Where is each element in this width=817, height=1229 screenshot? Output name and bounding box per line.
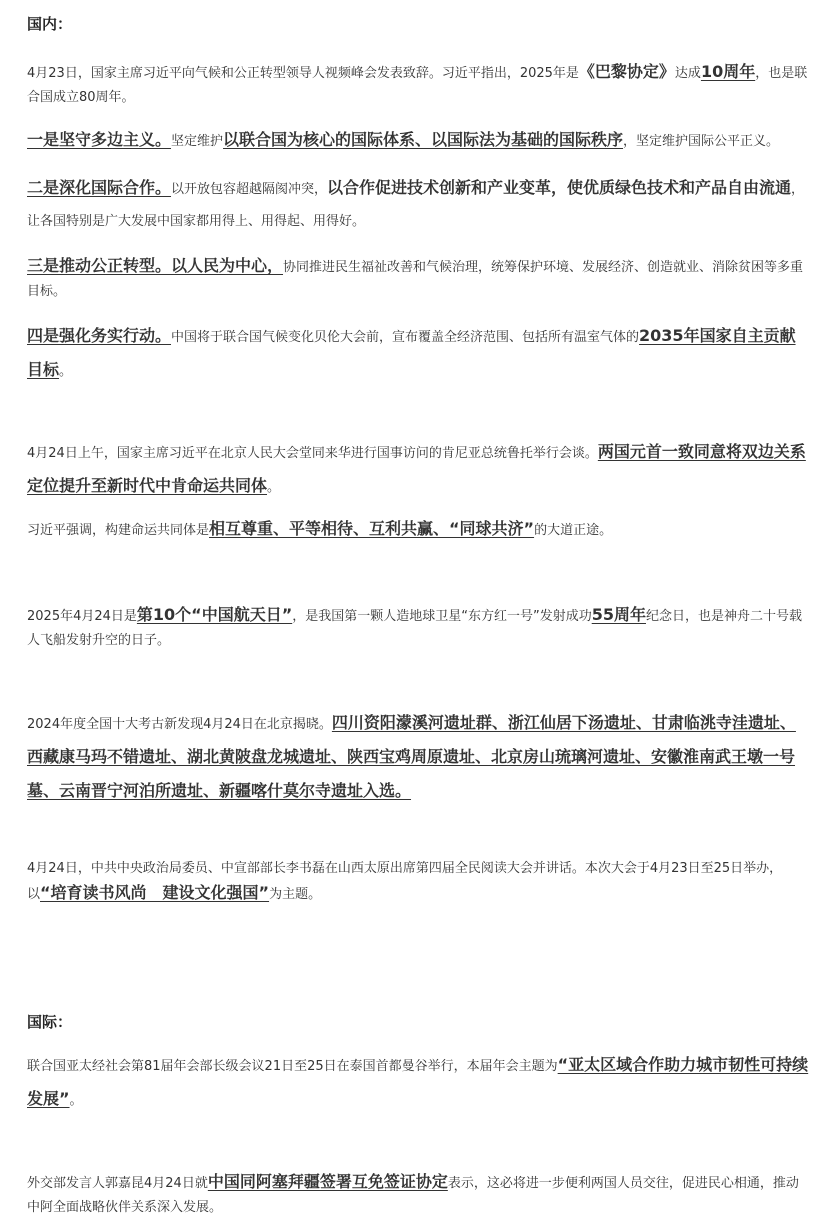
text-run: 外交部发言人郭嘉昆4月24日就 (27, 1176, 208, 1191)
text-run: 以开放包容超越隔阂冲突， (171, 182, 328, 197)
reading-conference-paragraph (27, 857, 809, 907)
point-two-paragraph (27, 172, 809, 238)
text-run: 。 (69, 1093, 83, 1108)
text-run: 4月24日上午，国家主席习近平在北京人民大会堂同来华进行国事访问的肯尼亚总统鲁托举行会谈。 (27, 446, 598, 461)
text-run: 为主题。 (269, 887, 322, 902)
text-run: 纪念日，也是神舟二十号载人飞船发射升空的日子。 (27, 609, 802, 648)
highlight: 相互尊重、平等相待、互利共赢、“同球共济” (209, 519, 535, 538)
point-one-paragraph (27, 124, 809, 158)
highlight: 一是坚守多边主义。 (27, 130, 172, 149)
highlight: 2035年国家自主贡献目标 (27, 326, 796, 379)
text-run: 联合国亚太经社会第81届年会部长级会议21日至25日在泰国首都曼谷举行，本届年会主题为 (27, 1059, 558, 1074)
point-four-paragraph (27, 320, 809, 388)
text-run: 表示，这必将进一步便利两国人员交往，促进民心相通，推动中阿全面战略伙伴关系深入发展。 (27, 1176, 799, 1215)
text-run: ，坚定维护国际公平正义。 (623, 134, 780, 149)
text-run: ，是我国第一颗人造地球卫星“东方红一号”发射成功 (292, 609, 592, 624)
highlight: 三是推动公正转型。以人民为中心， (27, 256, 284, 275)
domestic-heading: 国内： (27, 15, 73, 33)
highlight: 《巴黎协定》 (578, 62, 675, 81)
highlight: 二是深化国际合作。 (27, 178, 172, 197)
highlight: 两国元首一致同意将双边关系定位提升至新时代中肯命运共同体 (27, 442, 806, 495)
international-heading: 国际： (27, 1013, 73, 1031)
highlight: 以联合国为核心的国际体系、以国际法为基础的国际秩序 (223, 130, 624, 149)
text-run: 2024年度全国十大考古新发现4月24日在北京揭晓。 (27, 717, 332, 732)
highlight: 第10个“中国航天日” (136, 605, 293, 624)
text-run: ，让各国特别是广大发展中国家都用得上、用得起、用得好。 (27, 182, 805, 229)
text-run: 。 (267, 480, 281, 495)
community-paragraph (27, 517, 809, 543)
visa-paragraph (27, 1170, 809, 1220)
highlight: 四是强化务实行动。 (27, 326, 172, 345)
space-day-paragraph (27, 603, 809, 653)
text-run: 4月23日，国家主席习近平向气候和公正转型领导人视频峰会发表致辞。习近平指出，2025年是 (27, 66, 579, 81)
text-run: 达成 (674, 66, 701, 81)
highlight: “培育读书风尚 建设文化强国” (40, 883, 270, 902)
highlight: 以合作促进技术创新和产业变革，使优质绿色技术和产品自由流通 (327, 178, 792, 197)
kenya-talks-paragraph (27, 436, 809, 504)
text-run: 协同推进民生福祉改善和气候治理，统筹保护环境、发展经济、创造就业、消除贫困等多重目标。 (27, 260, 804, 299)
text-run: 坚定维护 (171, 134, 224, 149)
highlight: 10周年 (700, 62, 756, 81)
text-run: 中国将于联合国气候变化贝伦大会前，宣布覆盖全经济范围、包括所有温室气体的 (171, 330, 640, 345)
point-three-paragraph (27, 254, 809, 304)
paris-agreement-paragraph (27, 60, 809, 110)
text-run: 。 (59, 364, 73, 379)
highlight: 55周年 (591, 605, 646, 624)
highlight: 中国同阿塞拜疆签署互免签证协定 (207, 1172, 448, 1191)
text-run: 4月24日，中共中央政治局委员、中宣部部长李书磊在山西太原出席第四届全民阅读大会并讲话。本次大会于4月23日至25日举办，以 (27, 861, 783, 902)
text-run: ，也是联合国成立80周年。 (27, 66, 808, 105)
text-run: 2025年4月24日是 (27, 609, 137, 624)
highlight: “亚太区域合作助力城市韧性可持续发展” (27, 1055, 809, 1108)
text-run: 的大道正途。 (534, 523, 613, 538)
archaeology-paragraph (27, 707, 809, 809)
highlight: 四川资阳濛溪河遗址群、浙江仙居下汤遗址、甘肃临洮寺洼遗址、西藏康马玛不错遗址、湖北黄陂盘龙城遗址、陕西宝鸡周原遗址、北京房山琉璃河遗址、安徽淮南武王墩一号墓、云南晋宁河泊所遗址、新疆喀什莫尔寺遗址入选。 (27, 713, 796, 800)
text-run: 习近平强调，构建命运共同体是 (27, 523, 210, 538)
escap-paragraph (27, 1049, 809, 1117)
